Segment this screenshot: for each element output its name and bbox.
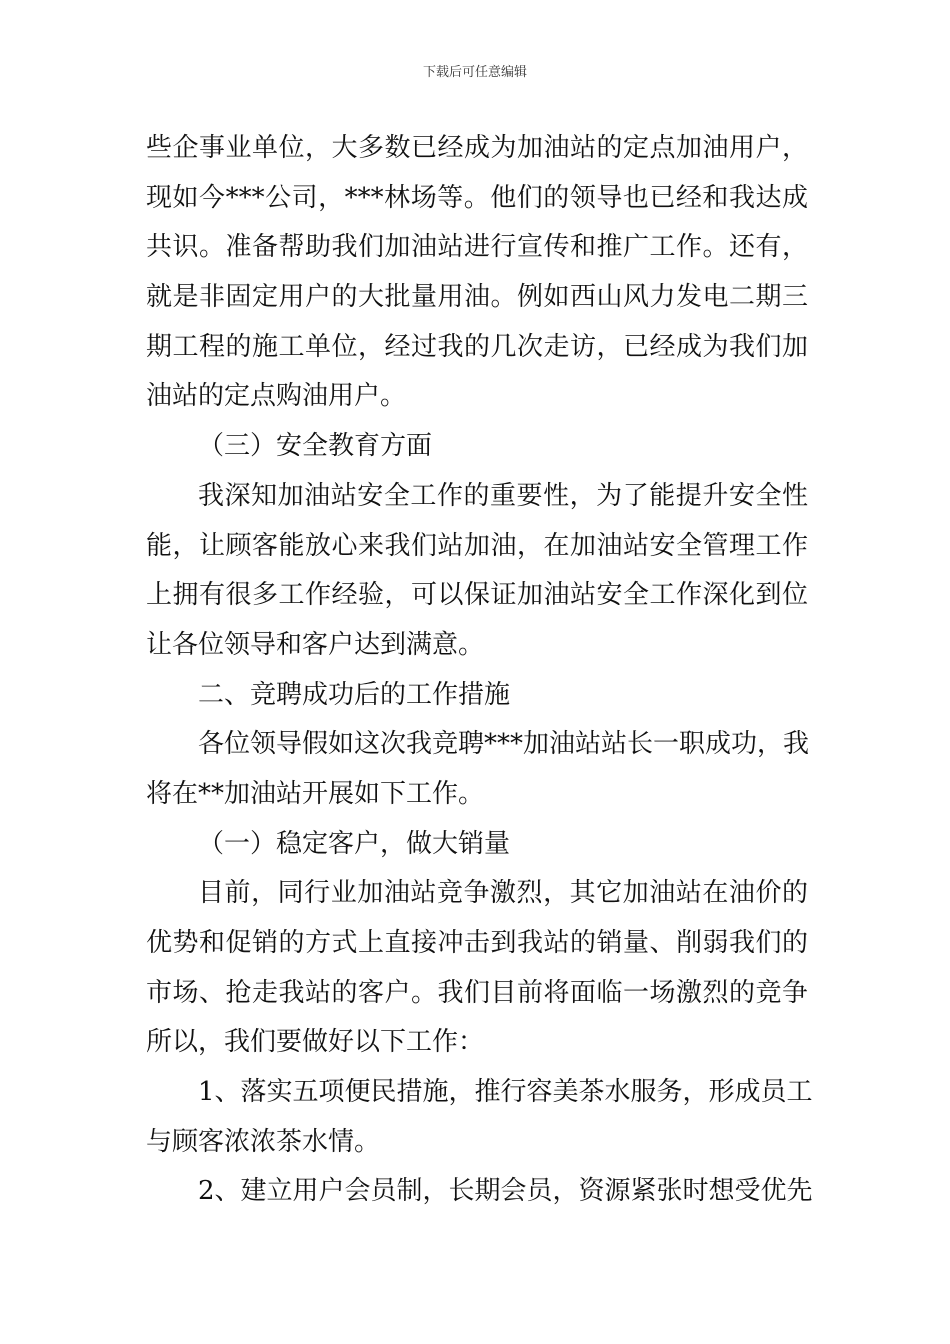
- text-line: 2、建立用户会员制，长期会员，资源紧张时想受优先: [198, 1176, 813, 1207]
- text-line: （一）稳定客户，做大销量: [198, 828, 511, 859]
- text-line: 油站的定点购油用户。: [146, 381, 407, 412]
- text-line: 将在**加油站开展如下工作。: [146, 778, 485, 809]
- text-line: 现如今***公司，***林场等。他们的领导也已经和我达成: [146, 182, 808, 213]
- text-line: 所以，我们要做好以下工作：: [146, 1027, 485, 1058]
- text-line: 1、落实五项便民措施，推行容美茶水服务，形成员工: [198, 1077, 813, 1108]
- text-line: 与顾客浓浓茶水情。: [146, 1126, 381, 1157]
- text-line: 期工程的施工单位，经过我的几次走访，已经成为我们加: [146, 331, 808, 362]
- text-line: 优势和促销的方式上直接冲击到我站的销量、削弱我们的: [146, 928, 808, 958]
- text-line: 让各位领导和客户达到满意。: [146, 629, 485, 660]
- text-line: （三）安全教育方面: [198, 431, 433, 462]
- text-line: 就是非固定用户的大批量用油。例如西山风力发电二期三: [146, 282, 808, 313]
- text-line: 目前，同行业加油站竞争激烈，其它加油站在油价的: [198, 878, 808, 909]
- document-body: [146, 124, 813, 1217]
- text-line: 共识。准备帮助我们加油站进行宣传和推广工作。还有，: [146, 232, 808, 263]
- text-line: 各位领导假如这次我竞聘***加油站站长一职成功，我: [198, 729, 810, 760]
- text-line: 二、竞聘成功后的工作措施: [198, 679, 511, 710]
- text-line: 我深知加油站安全工作的重要性，为了能提升安全性: [198, 480, 808, 511]
- page-header: 下载后可任意编辑: [422, 65, 527, 80]
- text-line: 市场、抢走我站的客户。我们目前将面临一场激烈的竞争: [146, 977, 808, 1008]
- text-line: 上拥有很多工作经验，可以保证加油站安全工作深化到位: [146, 580, 808, 611]
- text-line: 能，让顾客能放心来我们站加油，在加油站安全管理工作: [146, 530, 808, 561]
- text-line: 些企事业单位，大多数已经成为加油站的定点加油用户，: [146, 133, 808, 163]
